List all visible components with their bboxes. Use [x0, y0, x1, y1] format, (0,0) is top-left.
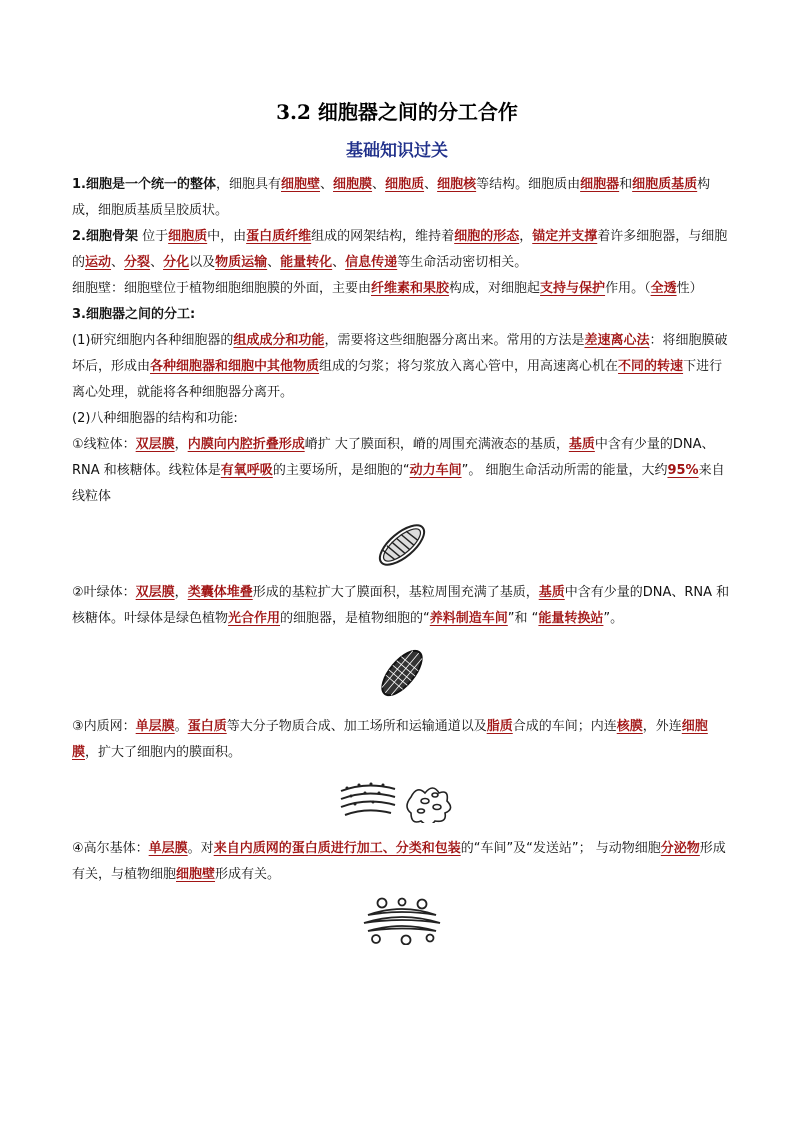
keyword-answer: 细胞壁 — [176, 867, 216, 882]
keyword-answer: 各种细胞器和细胞中其他物质 — [150, 359, 320, 374]
body-text: ”。 — [603, 611, 624, 626]
keyword-answer: 细胞质 — [385, 177, 425, 192]
body-text: 、 — [267, 255, 281, 270]
keyword-answer: 双层膜 — [135, 437, 175, 452]
keyword-answer: 内膜向内腔折叠形成 — [187, 437, 305, 452]
keyword-answer: 分裂 — [124, 255, 151, 270]
keyword-answer: 运动 — [85, 255, 112, 270]
keyword-answer: 细胞器 — [580, 177, 620, 192]
body-text: 、 — [150, 255, 164, 270]
paragraph — [72, 406, 732, 432]
body-text: 和 — [619, 177, 633, 192]
body-text: ①线粒体： — [72, 437, 136, 452]
body-text: ， — [174, 585, 188, 600]
paragraph — [72, 276, 732, 302]
body-text: ”和 “ — [507, 611, 539, 626]
keyword-answer: 动力车间 — [409, 463, 462, 478]
keyword-answer: 来自内质网的蛋白质进行加工、分类和包装 — [213, 841, 461, 856]
body-text: ③内质网： — [72, 719, 136, 734]
body-text: 细胞壁：细胞壁位于植物细胞细胞膜的外面，主要由 — [72, 281, 372, 296]
body-text: 作用。（ — [605, 281, 651, 296]
keyword-answer: 分化 — [163, 255, 190, 270]
paragraph — [72, 328, 732, 406]
keyword-answer: 细胞质 — [168, 229, 208, 244]
body-text: ②叶绿体： — [72, 585, 136, 600]
keyword-answer: 基质 — [538, 585, 565, 600]
body-text: 下进行离心处理，就能将各种细胞器分离开。 — [72, 359, 723, 400]
keyword-answer: 脂质 — [486, 719, 513, 734]
body-text: 中含有少量的DNA、RNA 和核糖体。叶绿体是绿色植物 — [72, 585, 730, 626]
body-text: 合成的车间；内连 — [512, 719, 617, 734]
body-text: 构成，细胞质基质呈胶质状。 — [72, 177, 711, 218]
endoplasmic-reticulum-icon — [337, 779, 467, 823]
keyword-answer: 类囊体堆叠 — [187, 585, 253, 600]
body-text: ：将细胞膜破坏后，形成由 — [72, 333, 728, 374]
body-text: (1)研究细胞内各种细胞器的 — [72, 333, 234, 348]
body-text: (2)八种细胞器的结构和功能: — [72, 411, 238, 426]
document-body — [72, 172, 732, 954]
mitochondrion-icon — [372, 517, 432, 573]
keyword-answer: 细胞核 — [437, 177, 477, 192]
body-text: 构成，对细胞起 — [449, 281, 541, 296]
keyword-answer: 信息传递 — [345, 255, 398, 270]
body-text: 的主要场所，是细胞的“ — [272, 463, 410, 478]
body-text: 等生命活动密切相关。 — [397, 255, 528, 270]
keyword-answer: 95% — [667, 463, 699, 478]
body-text: 组成的网架结构，维持着 — [311, 229, 455, 244]
body-text: 来自线粒体 — [72, 463, 725, 504]
paragraph — [72, 836, 732, 888]
bold-heading-text: 1.细胞是一个统一的整体 — [72, 177, 216, 192]
body-text: 位于 — [137, 229, 169, 244]
body-text: ，需要将这些细胞器分离出来。常用的方法是 — [324, 333, 585, 348]
body-text: 、 — [111, 255, 125, 270]
body-text: ， — [174, 437, 188, 452]
keyword-answer: 基质 — [568, 437, 595, 452]
keyword-answer: 能量转化 — [280, 255, 333, 270]
paragraph — [72, 714, 732, 766]
bold-heading-text: 2.细胞骨架 — [72, 229, 138, 244]
keyword-answer: 细胞膜 — [333, 177, 373, 192]
body-text: 、 — [424, 177, 438, 192]
body-text: 、 — [320, 177, 334, 192]
keyword-answer: 核膜 — [616, 719, 643, 734]
keyword-answer: 养料制造车间 — [429, 611, 508, 626]
body-text: 、 — [372, 177, 386, 192]
er-figure — [72, 766, 732, 836]
body-text: 性） — [676, 281, 703, 296]
body-text: ， — [519, 229, 533, 244]
keyword-answer: 单层膜 — [148, 841, 188, 856]
body-text: ，扩大了细胞内的膜面积。 — [85, 745, 242, 760]
body-text: 着许多细胞器，与细胞的 — [72, 229, 728, 270]
body-text: 、 — [332, 255, 346, 270]
keyword-answer: 能量转换站 — [538, 611, 604, 626]
body-text: 组成的匀浆；将匀浆放入离心管中，用高速离心机在 — [319, 359, 619, 374]
chloroplast-icon — [379, 643, 425, 703]
chloroplast-figure — [72, 632, 732, 714]
body-text: 等大分子物质合成、加工场所和运输通道以及 — [226, 719, 487, 734]
keyword-answer: 双层膜 — [135, 585, 175, 600]
paragraph — [72, 302, 732, 328]
keyword-answer: 单层膜 — [135, 719, 175, 734]
page-title: 3.2 细胞器之间的分工合作 — [276, 100, 518, 124]
keyword-answer: 细胞壁 — [281, 177, 321, 192]
keyword-answer: 有氧呼吸 — [220, 463, 273, 478]
body-text: ，细胞具有 — [215, 177, 281, 192]
keyword-answer: 不同的转速 — [618, 359, 684, 374]
keyword-answer: 细胞的形态 — [454, 229, 520, 244]
golgi-apparatus-icon — [360, 897, 444, 945]
body-text: ”。 细胞生命活动所需的能量，大约 — [461, 463, 668, 478]
body-text: 的细胞器，是植物细胞的“ — [280, 611, 430, 626]
body-text: ，外连 — [642, 719, 682, 734]
keyword-answer: 细胞质基质 — [632, 177, 698, 192]
body-text: 等结构。细胞质由 — [476, 177, 581, 192]
body-text: 中含有少量的DNA、RNA 和核糖体。线粒体是 — [72, 437, 715, 478]
keyword-answer: 细胞膜 — [72, 719, 708, 760]
section-subtitle: 基础知识过关 — [346, 141, 448, 161]
keyword-answer: 组成成分和功能 — [233, 333, 325, 348]
body-text: 形成有关，与植物细胞 — [72, 841, 726, 882]
paragraph — [72, 224, 732, 276]
keyword-answer: 纤维素和果胶 — [371, 281, 450, 296]
mitochondrion-figure — [72, 510, 732, 580]
golgi-figure — [72, 888, 732, 954]
paragraph — [72, 580, 732, 632]
keyword-answer: 全透 — [650, 281, 677, 296]
paragraph — [72, 172, 732, 224]
body-text: 形成的基粒扩大了膜面积，基粒周围充满了基质， — [252, 585, 539, 600]
keyword-answer: 支持与保护 — [540, 281, 606, 296]
body-text: 嵴扩 大了膜面积，嵴的周围充满液态的基质， — [304, 437, 569, 452]
keyword-answer: 锚定并支撑 — [532, 229, 598, 244]
body-text: 的“车间”及“发送站”； 与动物细胞 — [460, 841, 661, 856]
body-text: 形成有关。 — [215, 867, 281, 882]
keyword-answer: 蛋白质 — [187, 719, 227, 734]
body-text: 。对 — [187, 841, 214, 856]
keyword-answer: 物质运输 — [215, 255, 268, 270]
body-text: 。 — [174, 719, 188, 734]
keyword-answer: 分泌物 — [660, 841, 700, 856]
bold-heading-text: 3.细胞器之间的分工: — [72, 307, 196, 322]
keyword-answer: 差速离心法 — [584, 333, 650, 348]
keyword-answer: 蛋白质纤维 — [246, 229, 312, 244]
body-text: 中，由 — [207, 229, 247, 244]
paragraph — [72, 432, 732, 510]
body-text: ④高尔基体： — [72, 841, 149, 856]
body-text: 以及 — [189, 255, 216, 270]
keyword-answer: 光合作用 — [228, 611, 281, 626]
